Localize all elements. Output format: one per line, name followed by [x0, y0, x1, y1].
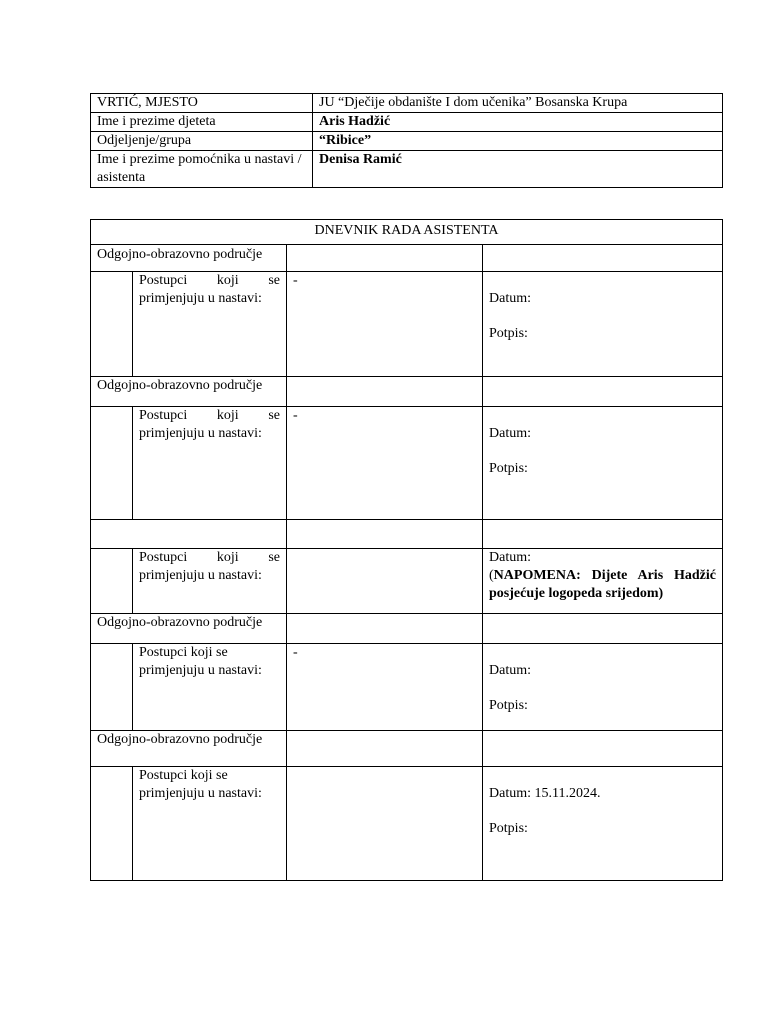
- info-row-group: [91, 132, 723, 151]
- signature-label: Potpis:: [489, 326, 528, 341]
- area-note: [483, 614, 723, 644]
- area-note: [483, 731, 723, 767]
- procedures-index-cell: [91, 549, 133, 614]
- area-label: Odgojno-obrazovno područje: [91, 731, 287, 767]
- area-value: [287, 731, 483, 767]
- procedures-value: [287, 549, 483, 614]
- area-label: Odgojno-obrazovno područje: [91, 245, 287, 272]
- info-value: Denisa Ramić: [313, 151, 723, 188]
- area-row: [91, 377, 723, 407]
- procedures-index-cell: [91, 272, 133, 377]
- procedures-label: Postupci koji se primjenjuju u nastavi:: [133, 407, 287, 520]
- diary-title-row: [91, 220, 723, 245]
- info-label: Ime i prezime djeteta: [91, 113, 313, 132]
- info-row-assistant: [91, 151, 723, 188]
- procedures-label: Postupci koji se primjenjuju u nastavi:: [133, 644, 287, 731]
- info-table: [90, 93, 723, 188]
- date-signature-cell: [483, 767, 723, 881]
- area-row: [91, 245, 723, 272]
- info-value: Aris Hadžić: [313, 113, 723, 132]
- area-note: [483, 377, 723, 407]
- signature-label: Potpis:: [489, 698, 528, 713]
- signature-label: Potpis:: [489, 821, 528, 836]
- procedures-label: Postupci koji se primjenjuju u nastavi:: [133, 272, 287, 377]
- area-value: [287, 520, 483, 549]
- date-label: Datum:: [489, 663, 531, 678]
- logoped-note: [489, 567, 716, 603]
- area-label: Odgojno-obrazovno područje: [91, 377, 287, 407]
- procedures-index-cell: [91, 644, 133, 731]
- procedures-value: -: [287, 644, 483, 731]
- procedures-value: -: [287, 407, 483, 520]
- info-value: JU “Dječije obdanište I dom učenika” Bosanska Krupa: [313, 94, 723, 113]
- diary-table: [90, 219, 723, 881]
- info-label: Odjeljenje/grupa: [91, 132, 313, 151]
- procedures-row: [91, 272, 723, 377]
- area-note: [483, 520, 723, 549]
- area-value: [287, 245, 483, 272]
- procedures-index-cell: [91, 407, 133, 520]
- area-row: [91, 520, 723, 549]
- info-row-child-name: [91, 113, 723, 132]
- area-value: [287, 377, 483, 407]
- diary-title: DNEVNIK RADA ASISTENTA: [91, 220, 723, 245]
- info-label: VRTIĆ, MJESTO: [91, 94, 313, 113]
- date-label: Datum: 15.11.2024.: [489, 786, 601, 801]
- area-label: [91, 520, 287, 549]
- procedures-row: [91, 644, 723, 731]
- procedures-row: [91, 549, 723, 614]
- procedures-row: [91, 767, 723, 881]
- procedures-label: Postupci koji se primjenjuju u nastavi:: [133, 767, 287, 881]
- procedures-row: [91, 407, 723, 520]
- procedures-index-cell: [91, 767, 133, 881]
- date-label: Datum:: [489, 426, 531, 441]
- procedures-value: [287, 767, 483, 881]
- note-text: NAPOMENA: Dijete Aris Hadžić posjećuje logopeda srijedom): [489, 568, 716, 601]
- date-label: Datum:: [489, 291, 531, 306]
- date-signature-cell: [483, 644, 723, 731]
- date-signature-cell: [483, 272, 723, 377]
- info-row-kindergarten: [91, 94, 723, 113]
- date-note-cell: [483, 549, 723, 614]
- date-signature-cell: [483, 407, 723, 520]
- info-value: “Ribice”: [313, 132, 723, 151]
- area-value: [287, 614, 483, 644]
- date-label: Datum:: [489, 550, 531, 565]
- signature-label: Potpis:: [489, 461, 528, 476]
- procedures-label: Postupci koji se primjenjuju u nastavi:: [133, 549, 287, 614]
- area-row: [91, 731, 723, 767]
- note-open-paren: (: [489, 568, 494, 583]
- area-row: [91, 614, 723, 644]
- area-note: [483, 245, 723, 272]
- procedures-value: -: [287, 272, 483, 377]
- area-label: Odgojno-obrazovno područje: [91, 614, 287, 644]
- info-label: Ime i prezime pomoćnika u nastavi / asistenta: [91, 151, 313, 188]
